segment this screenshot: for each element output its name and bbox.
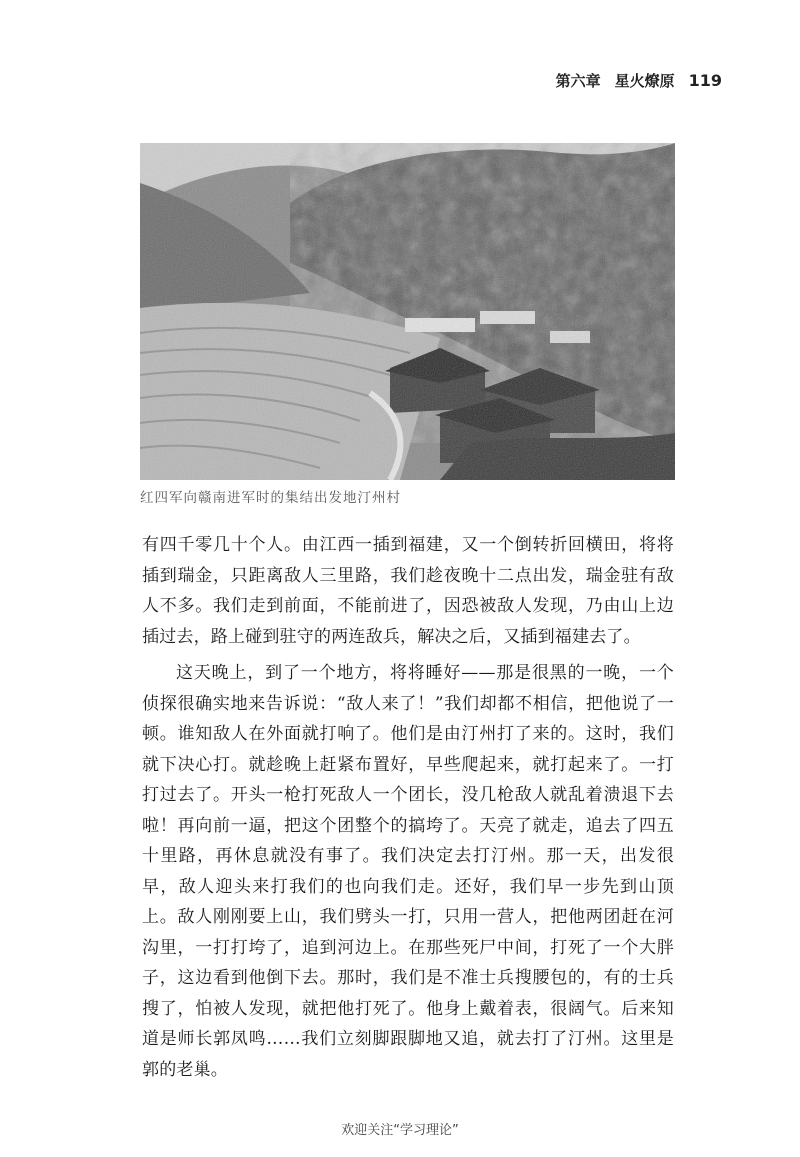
chapter-title: 星火燎原: [614, 72, 675, 90]
page-number: 119: [688, 71, 722, 90]
paragraph: 有四千零几十个人。由江西一插到福建，又一个倒转折回横田，将将插到瑞金，只距离敌人三里路，我们趁夜晚十二点出发，瑞金驻有敌人不多。我们走到前面，不能前进了，因恐被敌人发现，乃由山上边插过去，路上碰到驻守的两连敌兵，解决之后，又插到福建去了。: [142, 535, 674, 647]
paragraph: 这天晚上，到了一个地方，将将睡好——那是很黑的一晚，一个侦探很确实地来告诉说：“敌人来了！”我们却都不相信，把他说了一顿。谁知敌人在外面就打响了。他们是由汀州打了来的。这时，我们就下决心打。就趁晚上赶紧布置好，早些爬起来，就打起来了。一打打过去了。开头一枪打死敌人一个团长，没几枪敌人就乱着溃退下去啦！再向前一逼，把这个团整个的搞垮了。天亮了就走，追去了四五十里路，再休息就没有事了。我们决定去打汀州。那一天，出发很早，敌人迎头来打我们的也向我们走。还好，我们早一步先到山顶上。敌人刚刚要上山，我们劈头一打，只用一营人，把他两团赶在河沟里，一打打垮了，追到河边上。在那些死尸中间，打死了一个大胖子，这边看到他倒下去。那时，我们是不准士兵搜腰包的，有的士兵搜了，怕被人发现，就把他打死了。他身上戴着表，很阔气。后来知道是师长郭凤鸣……我们立刻脚跟脚地又追，就去打了汀州。这里是郭的老巢。: [142, 663, 674, 1080]
village-photograph: [140, 143, 675, 480]
body-text: [142, 530, 674, 1085]
chapter-number: 第六章: [555, 72, 601, 90]
running-header: [556, 70, 722, 91]
photo-caption: 红四军向赣南进军时的集结出发地汀州村: [140, 490, 401, 506]
footer-note: 欢迎关注“学习理论”: [341, 1123, 459, 1138]
